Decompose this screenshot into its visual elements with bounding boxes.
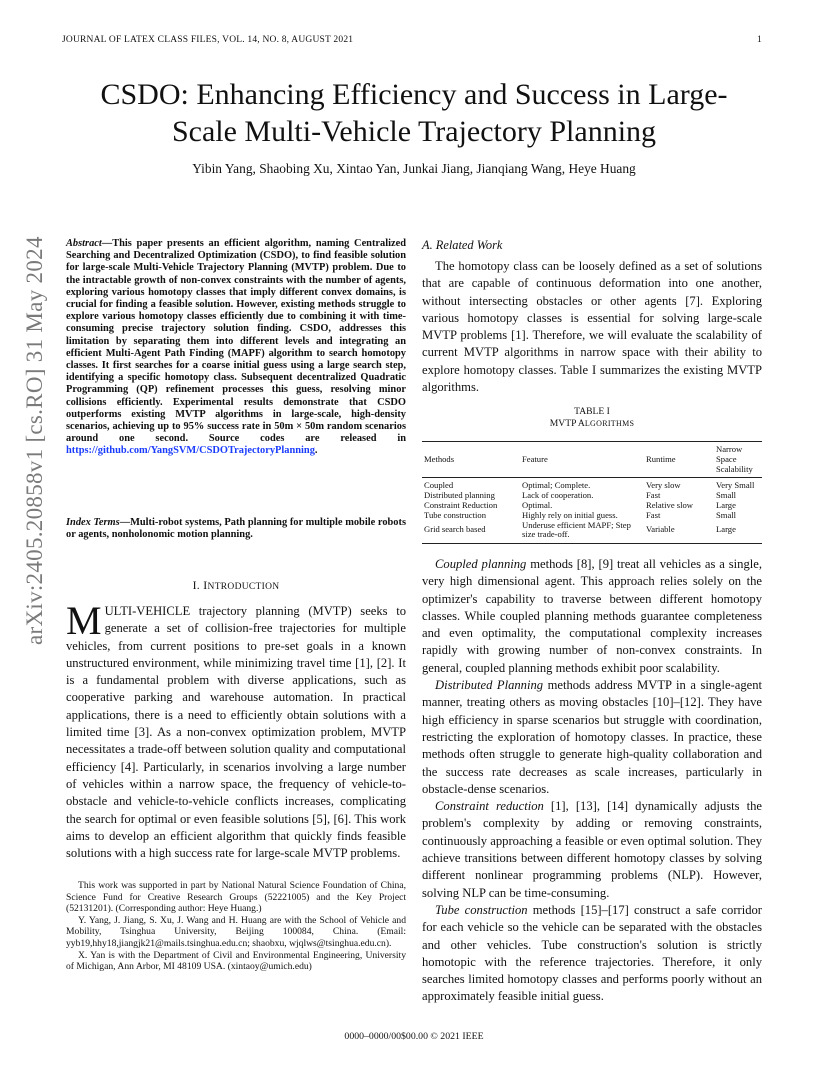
abstract-end: . bbox=[314, 445, 318, 457]
footnote-affiliation-2: X. Yan is with the Department of Civil and Environmental Engineering, University of Michigan, Ann Arbor, MI 48109 USA. (xintaoy@umich.edu) bbox=[66, 949, 406, 973]
table-cell: Large bbox=[716, 524, 736, 535]
abstract-lead: Abstract bbox=[66, 238, 102, 249]
table-cell: Highly rely on initial guess. bbox=[522, 509, 618, 520]
table-cell: Grid search based bbox=[424, 524, 486, 535]
term-coupled-planning: Coupled planning bbox=[435, 557, 527, 571]
footnote-divider bbox=[66, 874, 406, 876]
term-constraint-reduction: Constraint reduction bbox=[435, 799, 544, 814]
column-header: Narrow Space Scalability bbox=[716, 444, 753, 474]
author-list: Yibin Yang, Shaobing Xu, Xintao Yan, Junkai Jiang, Jianqiang Wang, Heye Huang bbox=[192, 161, 636, 176]
running-head: JOURNAL OF LATEX CLASS FILES, VOL. 14, NO. 8, AUGUST 2021 bbox=[62, 35, 354, 45]
paragraph-coupled-planning bbox=[422, 556, 762, 677]
index-terms-body: —Multi-robot systems, Path planning for multiple mobile robots or agents, nonholonomic motion planning. bbox=[66, 517, 406, 541]
table-cell: Very Small bbox=[716, 480, 755, 491]
section-first-letter: I bbox=[203, 578, 208, 592]
introduction-paragraph bbox=[66, 598, 406, 862]
paragraph-constraint-reduction bbox=[422, 798, 762, 902]
table-cell: Fast bbox=[646, 490, 661, 501]
paragraph-text: methods address MVTP in a single-agent manner, treating others as moving obstacles [10]–[12]. They have high efficiency in sparse scenarios but struggle with coordination, restricting the exploration of homotopy classes. In practice, these methods often struggle to generate high-quality collaboration and the success rate decreases as scale increases, particularly in obstacle-dense scenarios. bbox=[422, 678, 762, 796]
table-cell: Large bbox=[716, 499, 736, 510]
section-number: I. bbox=[192, 578, 204, 592]
abstract bbox=[66, 238, 406, 458]
table-cell: Very slow bbox=[646, 480, 681, 491]
table-cell: Distributed planning bbox=[424, 490, 495, 501]
paper-title: CSDO: Enhancing Efficiency and Success in Large-Scale Multi-Vehicle Trajectory Planning bbox=[100, 78, 728, 148]
column-header: Methods bbox=[424, 453, 455, 464]
copyright-footer: 0000–0000/00$00.00 © 2021 IEEE bbox=[344, 1031, 484, 1042]
table-cell: Underuse efficient MAPF; Step size trade-off. bbox=[522, 519, 631, 540]
table-title bbox=[422, 418, 762, 430]
table-header-row bbox=[422, 442, 762, 478]
index-terms bbox=[66, 517, 406, 541]
section-rest: NTRODUCTION bbox=[207, 582, 280, 592]
table-cell: Small bbox=[716, 490, 737, 501]
table-cell: Optimal. bbox=[522, 499, 553, 510]
table-cell: Tube construction bbox=[424, 509, 486, 520]
table-row bbox=[422, 521, 762, 544]
paragraph-text: methods [8], [9] treat all vehicles as a single, very high dimensional agent. This approach relies solely on the optimizer's capability to traverse between different homotopy classes. While coupled planning methods guarantee completeness and even optimality, the computational complexity increases rapidly with growing number of non-convex constraints. In general, coupled planning methods exhibit poor scalability. bbox=[422, 557, 763, 675]
table-label: TABLE I bbox=[574, 406, 610, 417]
paragraph-distributed-planning bbox=[422, 677, 762, 798]
arxiv-watermark: arXiv:2405.20858v1 [cs.RO] 31 May 2024 bbox=[22, 236, 47, 645]
term-tube-construction: Tube construction bbox=[435, 902, 528, 917]
table-cell: Small bbox=[716, 509, 737, 520]
table-caption bbox=[422, 406, 762, 430]
algorithms-table bbox=[422, 441, 762, 544]
abstract-body: —This paper presents an efficient algorithm, naming Centralized Searching and Decentralized Optimization (CSDO), to find feasible solution for large-scale Multi-Vehicle Trajectory Planning (MVTP) problem. Due to the intractable growth of non-convex constraints with the number of agents, exploring various homotopy classes that imply different convex domains, is crucial for finding a feasible solution. However, existing methods struggle to explore various homotopy classes efficiently due to combining it with time-consuming precise trajectory solution finding. CSDO, addresses this limitation by separating them into different levels and integrating an efficient Multi-Agent Path Finding (MAPF) algorithm to search homotopy classes. It first searches for a coarse initial guess using a large search step, identifying a specific homotopy class. Subsequent decentralized Quadratic Programming (QP) refinement processes this guess, resolving minor collisions efficiently. Experimental results demonstrate that CSDO outperforms existing MVTP algorithms in large-scale, high-density scenarios, achieving up to 95% success rate in 50m × 50m random scenarios around one second. Source codes are released in bbox=[66, 238, 406, 445]
table-cell: Lack of cooperation. bbox=[522, 490, 594, 501]
footnote-affiliation-1: Y. Yang, J. Jiang, S. Xu, J. Wang and H. Huang are with the School of Vehicle and Mobility, Tsinghua University, Beijing 100084, China. (Email: yyb19,hhy18,jiangjk21@mails.tsinghua.edu.cn; shaobxu, wjqlws@tsinghua.edu.cn). bbox=[66, 914, 406, 949]
column-header: Runtime bbox=[646, 453, 676, 464]
table-cell: Variable bbox=[646, 524, 675, 535]
index-terms-lead: Index Terms bbox=[66, 517, 120, 528]
table-title-rest: LGORITHMS bbox=[584, 419, 635, 428]
table-cell: Constraint Reduction bbox=[424, 499, 498, 510]
term-distributed-planning: Distributed Planning bbox=[435, 678, 544, 693]
intro-caps: ULTI-VEHICLE bbox=[104, 604, 191, 618]
intro-text: trajectory planning (MVTP) seeks to generate a set of collision-free trajectories for multiple vehicles, from current positions to pre-set goals in a known unstructured environment, while minimizing travel time [1], [2]. It is a fundamental problem with diverse applications, such as cooperative parking and warehouse automation. In practical applications, there is a need to efficiently obtain solutions with a limited time [3]. As a non-convex optimization problem, MVTP necessitates a trade-off between solution quality and computational efficiency [4]. Particularly, in scenarios involving a large number of vehicles within a narrow space, the frequency of vehicle-to-obstacle and vehicle-to-vehicle conflicts increases, complicating the search for optimal or even feasible solutions [5], [6]. This work aims to develop an efficient algorithm that quickly finds feasible solutions with a high success rate for large-scale MVTP problems. bbox=[66, 604, 406, 861]
table-cell: Optimal; Complete. bbox=[522, 480, 591, 491]
related-work-text: The homotopy class can be loosely defined as a set of solutions that are capable of continuous deformation into one another, without intersecting obstacles or other agents [7]. Exploring various homotopy classes is essential for solving large-scale MVTP problems [1]. Therefore, we will evaluate the scalability of current MVTP algorithms in narrow space with their ability to explore homotopy classes. Table I summarizes the existing MVTP algorithms. bbox=[422, 259, 762, 395]
paragraph-text: [1], [13], [14] dynamically adjusts the problem's complexity by adding or removing constraints, continuously approaching a feasible or even optimal solution. They achieve transitions between different homotopy classes by solving different nonlinear programming problems (NLP). However, solving NLP can be time-consuming. bbox=[422, 799, 762, 900]
footnote-funding: This work was supported in part by National Natural Science Foundation of China, Science Fund for Creative Research Groups (52221005) and the Key Project (52131201). (Corresponding author: Heye Huang.) bbox=[66, 880, 406, 915]
table-row bbox=[422, 478, 762, 491]
code-link[interactable]: https://github.com/YangSVM/CSDOTrajectoryPlanning bbox=[66, 445, 315, 457]
paragraph-text: methods [15]–[17] construct a safe corridor for each vehicle so the vehicle can be separated with the obstacles and other vehicles. Tube construction's solution is strictly homotopic with the reference trajectories. Therefore, it only searches limited homotopy classes and performs poorly without an approximately feasible initial guess. bbox=[422, 902, 762, 1004]
column-header: Feature bbox=[522, 453, 548, 464]
subsection-heading-related-work: A. Related Work bbox=[422, 238, 503, 252]
methods-discussion bbox=[422, 556, 762, 1006]
table-cell: Fast bbox=[646, 509, 661, 520]
section-heading-introduction bbox=[66, 578, 406, 593]
related-work-paragraph bbox=[422, 258, 762, 396]
page-number: 1 bbox=[757, 35, 762, 45]
table-title-first: MVTP A bbox=[549, 418, 585, 429]
table-cell: Coupled bbox=[424, 480, 454, 491]
paragraph-tube-construction bbox=[422, 902, 762, 1006]
drop-cap: M bbox=[66, 598, 102, 643]
table-cell: Relative slow bbox=[646, 499, 694, 510]
footnotes bbox=[66, 880, 406, 973]
